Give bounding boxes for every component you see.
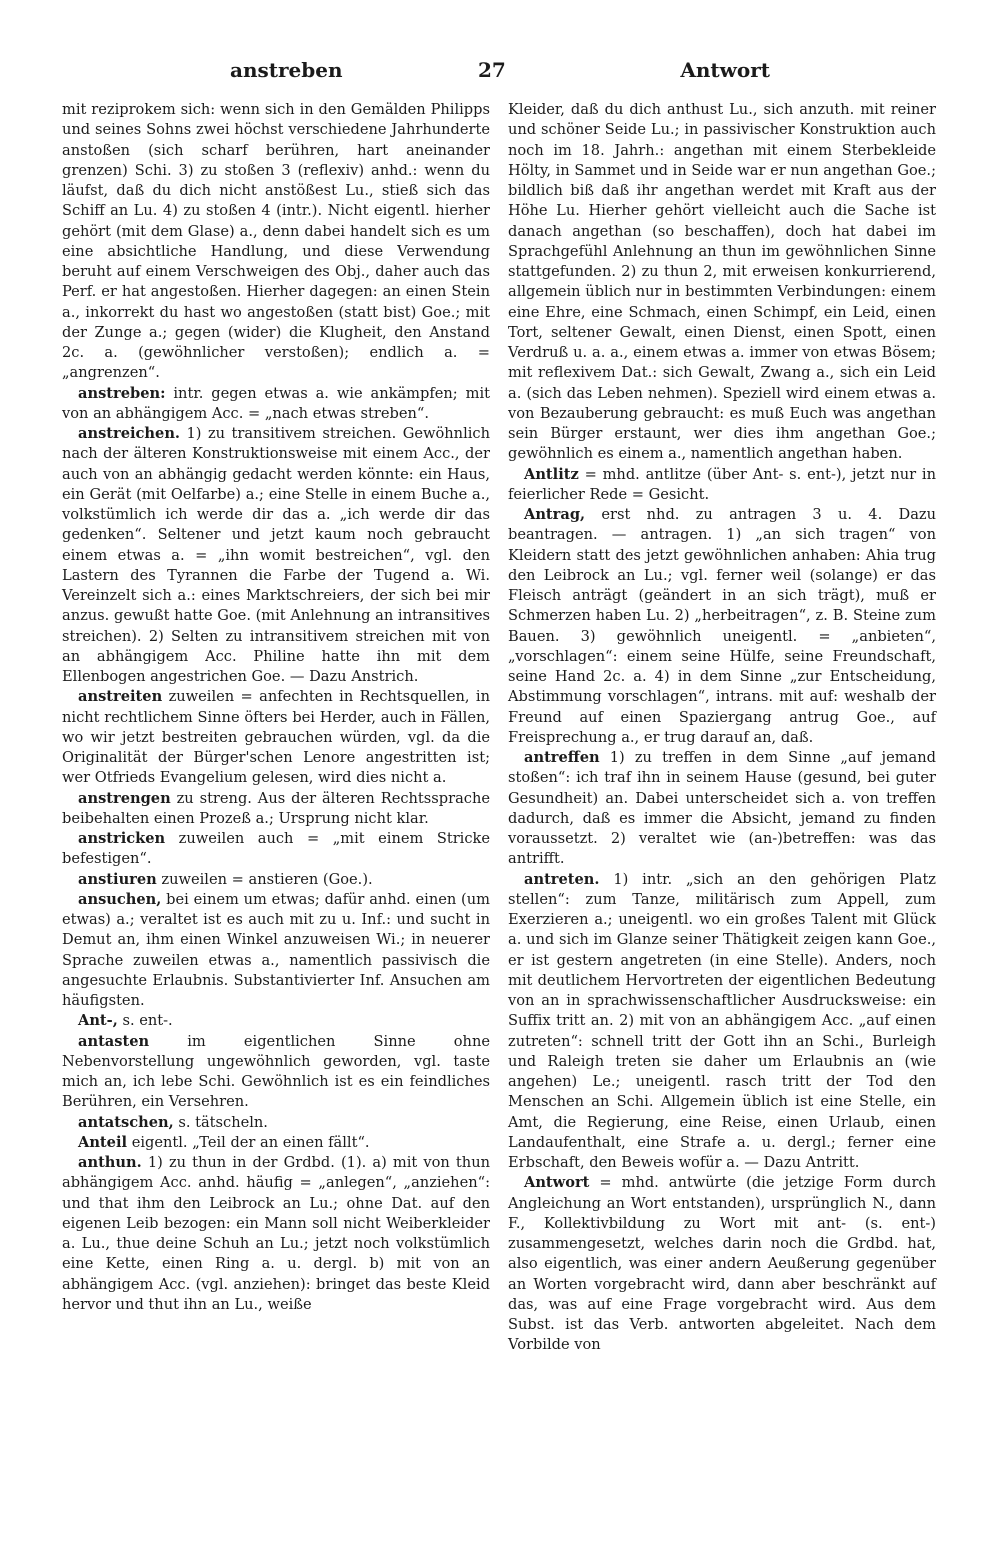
- dictionary-entry: [508, 748, 936, 870]
- entry-headword: anstricken: [78, 830, 166, 847]
- entry-headword: Ant-,: [78, 1012, 118, 1030]
- dictionary-entry: [508, 870, 936, 1174]
- entry-text: im eigentlichen Sinne ohne Nebenvorstellung ungewöhnlich geworden, vgl. taste mich an, ich lebe Schi. Gewöhnlich ist es ein feindliches Berühren, ein Versehren.: [62, 1032, 490, 1111]
- page-header: [60, 58, 940, 88]
- dictionary-entry: [62, 1011, 490, 1031]
- entry-text: = mhd. antwürte (die jetzige Form durch Angleichung an Wort entstanden), ursprünglich N., dann F., Kollektivbildung zu Wort mit ant- (s. ent-) zusammengesetzt, welches darin noch die Grdbd. hat, also eigentlich, was einer andern Aeußerung gegenüber an Worten vorgebracht wird, dann aber beschränkt auf das, was auf eine Frage vorgebracht wird. Aus dem Subst. ist das Verb. antworten abgeleitet. Nach dem Vorbilde von: [508, 1174, 936, 1354]
- dictionary-entry: [62, 424, 490, 687]
- left-catchword: anstreben: [230, 58, 343, 82]
- entry-headword: Antwort: [524, 1174, 590, 1192]
- dictionary-entry: [62, 870, 490, 890]
- entry-headword: Antrag,: [524, 506, 586, 523]
- entry-headword: Antlitz: [524, 465, 579, 483]
- page-number: 27: [478, 58, 506, 82]
- dictionary-entry: [62, 890, 490, 1012]
- right-catchword: Antwort: [680, 58, 770, 82]
- entry-headword: ansuchen,: [78, 890, 162, 908]
- right-column: [508, 100, 936, 1356]
- entry-text: 1) intr. „sich an den gehörigen Platz stellen“: zum Tanze, militärisch zum Appell, zum Exerzieren a.; uneigentl. wo ein großes Talent mit Glück a. und sich im Glanze seiner Thätigkeit zeigen kann Goe., er ist gestern angetreten (in eine Stelle). Anders, noch mit deutlichem Hervortreten der eigentlichen Bedeutung von an in sprachwissenschaftlicher Ausdrucksweise: ein Suffix tritt an. 2) mit von an abhängigem Acc. „auf einen zutreten“: schnell tritt der Gott ihn an Schi., Burleigh und Raleigh treten sie daher um Erlaubnis an (wie angehen) Le.; uneigentl. rasch tritt der Tod den Menschen an Schi. Allgemein üblich ist eine Stelle, ein Amt, die Regierung, eine Reise, einen Urlaub, einen Landaufenthalt, eine Strafe a. u. dergl.; ferner eine Erbschaft, den Beweis wofür a. — Dazu Antritt.: [508, 870, 936, 1171]
- entry-headword: anstreben:: [78, 384, 166, 402]
- entry-text: 1) zu treffen in dem Sinne „auf jemand stoßen“: ich traf ihn in seinem Hause (gesund, bei guter Gesundheit) an. Dabei unterscheidet sich a. von treffen dadurch, daß es immer die Absicht, jemand zu finden voraussetzt. 2) veraltet wie (an-)betreffen: was das antrifft.: [508, 749, 936, 868]
- dictionary-entry: [62, 829, 490, 870]
- entry-text: bei einem um etwas; dafür anhd. einen (um etwas) a.; veraltet ist es auch mit zu u. Inf.: und sucht in Demut an, ihm einen Winkel anzuweisen Wi.; in neuerer Sprache zuweilen etwas a., namentlich passivisch die angesuchte Erlaubnis. Substantivierter Inf. Ansuchen am häufigsten.: [62, 890, 490, 1009]
- dictionary-entry: [508, 465, 936, 506]
- entry-text: = mhd. antlitze (über Ant- s. ent-), jetzt nur in feierlicher Rede = Gesicht.: [508, 465, 936, 503]
- entry-text: zuweilen = anstieren (Goe.).: [156, 870, 373, 888]
- entry-text: Kleider, daß du dich anthust Lu., sich anzuth. mit reiner und schöner Seide Lu.; in passivischer Konstruktion auch noch im 18. Jahrh.: angethan mit einem Sterbekleide Hölty, in Sammet und in Seide war er nun angethan Goe.; bildlich biß daß ihr angethan werdet mit Kraft aus der Höhe Lu. Hierher gehört vielleicht auch die Sache ist danach angethan (so beschaffen), doch hat dabei im Sprachgefühl Anlehnung an thun im gewöhnlichen Sinne stattgefunden. 2) zu thun 2, mit erweisen konkurrierend, allgemein üblich nur in bestimmten Verbindungen: einem eine Ehre, eine Schmach, einen Schimpf, ein Leid, einen Tort, seltener Gewalt, einen Dienst, einen Spott, einen Verdruß u. a. a., einem etwas a. immer von etwas Bösem; mit reflexivem Dat.: sich Gewalt, Zwang a., sich ein Leid a. (sich das Leben nehmen). Speziell wird einem etwas a. von Bezauberung gebraucht: es muß Euch was angethan sein Bürger erstaunt, wer dies ihm angethan Goe.; gewöhnlich es einem a., namentlich angethan haben.: [508, 101, 936, 463]
- dictionary-entry: [508, 505, 936, 748]
- entry-headword: anstreichen.: [78, 425, 181, 442]
- entry-headword: anstreiten: [78, 688, 163, 706]
- entry-text: s. tätscheln.: [173, 1113, 268, 1131]
- entry-headword: antatschen,: [78, 1113, 174, 1131]
- entry-text: zuweilen = anfechten in Rechtsquellen, in nicht rechtlichem Sinne öfters bei Herder, auch in Fällen, wo wir jetzt bestreiten gebrauchen würden, vgl. da die Originalität der Bürger'schen Lenore angestritten ist; wer Otfrieds Evangelium gelesen, wird dies nicht a.: [62, 688, 490, 787]
- dictionary-entry: [62, 384, 490, 425]
- entry-text: intr. gegen etwas a. wie ankämpfen; mit von an abhängigem Acc. = „nach etwas streben“.: [62, 384, 490, 422]
- entry-text: mit reziprokem sich: wenn sich in den Gemälden Philipps und seines Sohns zwei höchst verschiedene Jahrhunderte anstoßen (sich scharf berühren, hart aneinander grenzen) Schi. 3) zu stoßen 3 (reflexiv) anhd.: wenn du läufst, daß du dich nicht anstößest Lu., stieß sich das Schiff an Lu. 4) zu stoßen 4 (intr.). Nicht eigentl. hierher gehört (mit dem Glase) a., denn dabei handelt sich es um eine absichtliche Handlung, und diese Verwendung beruht auf einem Verschweigen des Obj., daher auch das Perf. er hat angestoßen. Hierher dagegen: an einen Stein a., inkorrekt du hast wo angestoßen (statt bist) Goe.; mit der Zunge a.; gegen (wider) die Klugheit, den Anstand 2c. a. (gewöhnlicher verstoßen); endlich a. = „angrenzen“.: [62, 101, 490, 382]
- dictionary-entry: [62, 789, 490, 830]
- entry-headword: antreten.: [524, 870, 600, 888]
- entry-headword: anthun.: [78, 1154, 142, 1171]
- entry-text: zuweilen auch = „mit einem Stricke befestigen“.: [62, 830, 490, 868]
- entry-headword: anstiuren: [78, 870, 157, 888]
- dictionary-entry: [62, 1113, 490, 1133]
- entry-continuation: [508, 100, 936, 465]
- left-column: [62, 100, 490, 1315]
- entry-text: zu streng. Aus der älteren Rechtssprache beibehalten einen Prozeß a.; Ursprung nicht klar.: [62, 789, 490, 827]
- entry-text: s. ent-.: [117, 1012, 173, 1030]
- dictionary-entry: [62, 687, 490, 788]
- dictionary-entry: [62, 1133, 490, 1153]
- entry-text: eigentl. „Teil der an einen fällt“.: [127, 1133, 370, 1151]
- dictionary-entry: [508, 1173, 936, 1355]
- entry-headword: Anteil: [78, 1133, 128, 1151]
- entry-text: 1) zu transitivem streichen. Gewöhnlich nach der älteren Konstruktionsweise mit einem Acc., der auch von an abhängig gedacht werden könnte: ein Haus, ein Gerät (mit Oelfarbe) a.; eine Stelle in einem Buche a., volkstümlich ich werde dir das a. „ich werde dir das gedenken“. Seltener und jetzt kaum noch gebraucht einem etwas a. = „ihn womit bestreichen“, vgl. den Lastern des Tyrannen die Farbe der Tugend a. Wi. Vereinzelt sich a.: eines Marktschreiers, der sich bei mir anzus. gewußt hatte Goe. (mit Anlehnung an intransitives streichen). 2) Selten zu intransitivem streichen mit von an abhängigem Acc. Philine hatte ihn mit dem Ellenbogen angestrichen Goe. — Dazu Anstrich.: [62, 425, 490, 685]
- dictionary-entry: [62, 1032, 490, 1113]
- entry-headword: antasten: [78, 1032, 150, 1050]
- entry-text: 1) zu thun in der Grdbd. (1). a) mit von thun abhängigem Acc. anhd. häufig = „anlegen“, „anziehen“: und that ihm den Leibrock an Lu.; ohne Dat. auf den eigenen Leib bezogen: ein Mann soll nicht Weiberkleider a. Lu., thue deine Schuh an Lu.; jetzt noch volkstümlich eine Kette, einen Ring a. u. dergl. b) mit von an abhängigem Acc. (vgl. anziehen): bringet das beste Kleid hervor und thut ihn an Lu., weiße: [62, 1154, 490, 1313]
- entry-headword: anstrengen: [78, 789, 171, 807]
- dictionary-entry: [62, 1153, 490, 1315]
- entry-continuation: [62, 100, 490, 384]
- entry-text: erst nhd. zu antragen 3 u. 4. Dazu beantragen. — antragen. 1) „an sich tragen“ von Kleidern statt des jetzt gewöhnlichen anhaben: Ahia trug den Leibrock an Lu.; vgl. ferner weil (solange) er das Fleisch anträgt (geändert in an sich trägt), muß er Schmerzen haben Lu. 2) „herbeitragen“, z. B. Steine zum Bauen. 3) gewöhnlich uneigentl. = „anbieten“, „vorschlagen“: einem seine Hülfe, seine Freundschaft, seine Hand 2c. a. 4) in dem Sinne „zur Entscheidung, Abstimmung vorschlagen“, intrans. mit auf: weshalb der Freund auf einen Spaziergang antrug Goe., auf Freisprechung a., er trug darauf an, daß.: [508, 506, 936, 746]
- entry-headword: antreffen: [524, 749, 600, 766]
